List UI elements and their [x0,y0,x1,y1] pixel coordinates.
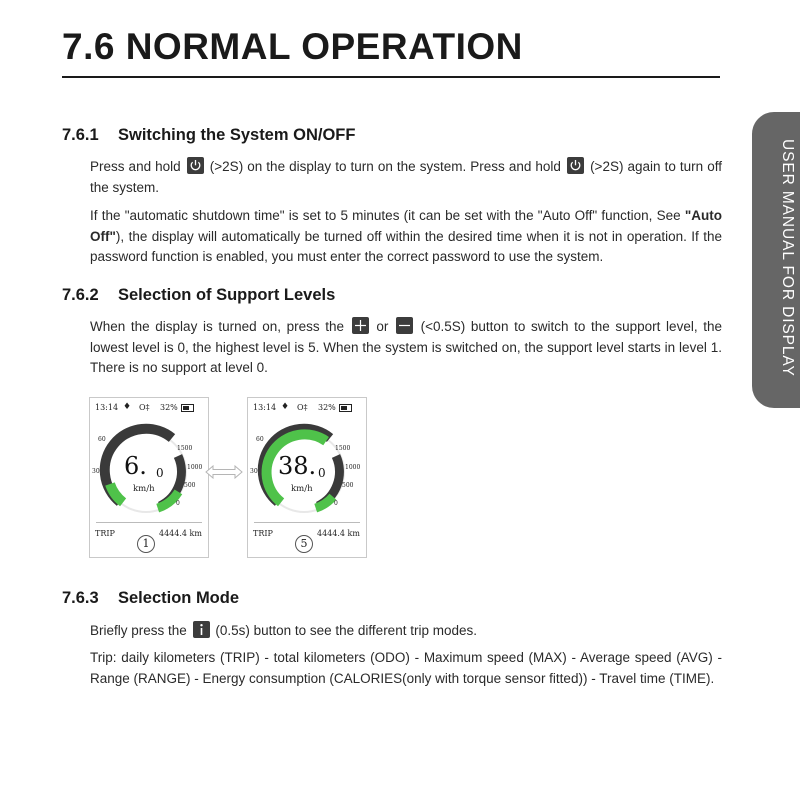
section-number: 7.6.1 [62,126,99,144]
title-divider [62,76,720,78]
section-title: Switching the System ON/OFF [118,126,356,144]
power-icon [187,157,204,174]
trip-number: 4444.4 [317,529,345,538]
paragraph-support-levels [90,317,722,379]
scale-label: 1500 [177,445,193,452]
speed-value: 6. [124,452,147,480]
battery-icon [339,404,352,412]
scale-label: 1000 [345,464,361,471]
info-icon [193,621,210,638]
trip-unit: km [189,529,202,538]
speed-decimal: 0 [156,466,164,480]
trip-value [159,529,202,538]
paragraph-auto-off [90,206,722,268]
text-run: Briefly press the [90,623,187,638]
scale-label: 60 [256,436,264,443]
section-number: 7.6.2 [62,286,99,304]
plus-icon [352,317,369,334]
assist-level: 1 [137,535,155,553]
trip-value [317,529,360,538]
clock-time: 13:14 [253,403,277,412]
trip-label: TRIP [95,529,115,538]
double-arrow-icon [205,465,243,479]
scale-label: 1000 [187,464,203,471]
bold-term: "Auto Off" [90,208,722,244]
scale-label: 30 [92,468,100,475]
section-title: Selection of Support Levels [118,286,336,304]
display-level-5 [247,397,367,558]
assist-level: 5 [295,535,313,553]
light-icon: O‡ [139,403,150,412]
scale-label: 500 [184,482,196,489]
section-heading-7-6-2 [62,286,335,305]
text-run: (>2S) again to turn off the system. [90,159,722,195]
side-tab-label: USER MANUAL FOR DISPLAY [779,139,796,377]
power-icon [567,157,584,174]
scale-label: 1500 [335,445,351,452]
scale-label: 0 [176,500,180,507]
trip-unit: km [347,529,360,538]
battery-percent: 32% [160,403,178,412]
clock-time: 13:14 [95,403,119,412]
text-run: (<0.5S) button to switch to the support level, the lowest level is 0, the highest level is 5. When the system is switched on, the support level starts in level 1. There is no support at level 0. [90,319,722,375]
text-run: (>2S) on the display to turn on the system. Press and hold [209,159,561,174]
battery-icon [181,404,194,412]
text-run: When the display is turned on, press the [90,319,345,334]
trip-divider [254,522,360,523]
text-run: Press and hold [90,159,181,174]
trip-divider [96,522,202,523]
section-heading-7-6-1 [62,126,355,145]
display-level-1 [89,397,209,558]
scale-label: 30 [250,468,258,475]
paragraph-power [90,157,722,198]
trip-label: TRIP [253,529,273,538]
text-run: (0.5s) button to see the different trip modes. [215,623,477,638]
speed-unit: km/h [133,484,155,494]
walk-assist-icon: ♦ [281,402,290,412]
paragraph-selection-mode [90,621,722,642]
scale-label: 0 [334,500,338,507]
text-run: or [376,319,389,334]
section-heading-7-6-3 [62,589,239,608]
trip-number: 4444.4 [159,529,187,538]
paragraph-trip-modes: Trip: daily kilometers (TRIP) - total kilometers (ODO) - Maximum speed (MAX) - Average speed (AVG) - Range (RANGE) - Energy consumption (CALORIES(only with torque sensor fitted)) - Travel time (TIME). [90,650,722,686]
minus-icon [396,317,413,334]
light-icon: O‡ [297,403,308,412]
page-title: 7.6 NORMAL OPERATION [62,26,523,67]
text-run: If the "automatic shutdown time" is set to 5 minutes (it can be set with the "Auto Off" function, See [90,208,681,223]
speed-value: 38. [278,452,317,480]
text-run: ), the display will automatically be turned off within the desired time when it is not in operation. If the password function is enabled, you must enter the correct password to use the system. [90,228,722,264]
speed-unit: km/h [291,484,313,494]
section-title: Selection Mode [118,589,240,607]
scale-label: 500 [342,482,354,489]
speed-decimal: 0 [318,466,326,480]
battery-percent: 32% [318,403,336,412]
scale-label: 60 [98,436,106,443]
walk-assist-icon: ♦ [123,402,132,412]
section-number: 7.6.3 [62,589,99,607]
